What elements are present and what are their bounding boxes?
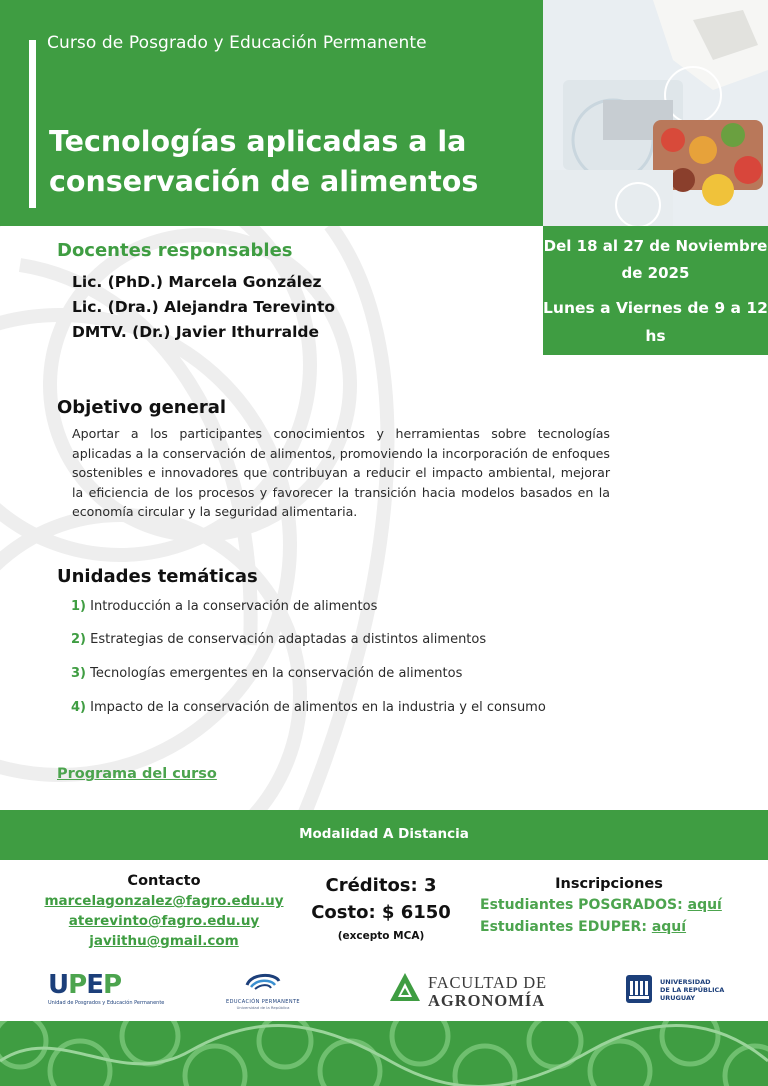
unit-item [71, 599, 377, 614]
footer-pattern [0, 1021, 768, 1086]
ep-title: EDUCACIÓN PERMANENTE [226, 999, 300, 1005]
cost-block [296, 873, 466, 945]
fagro-line2: AGRONOMÍA [428, 991, 546, 1010]
contact-heading: Contacto [127, 873, 201, 889]
date-range: Del 18 al 27 de Noviembre de 2025 [543, 237, 768, 282]
unit-text: Tecnologías emergentes en la conservación de alimentos [90, 666, 463, 681]
unit-number: 2) [71, 632, 86, 647]
enrollment-heading: Inscripciones [555, 876, 663, 892]
upep-wordmark: UPEP [48, 970, 122, 1000]
fagro-logo [388, 971, 547, 1010]
contact-block [40, 872, 288, 951]
units-heading: Unidades temáticas [57, 566, 258, 587]
header-band [0, 0, 543, 226]
unit-text: Introducción a la conservación de alimentos [90, 599, 378, 614]
ep-swirl-icon [241, 971, 285, 993]
credits: Créditos: 3 [325, 875, 437, 896]
teachers-list [72, 270, 335, 345]
fagro-emblem-icon [388, 971, 422, 1005]
unit-text: Impacto de la conservación de alimentos en la industria y el consumo [90, 700, 546, 715]
enrollment-posgrados [480, 894, 740, 916]
udelar-logo [624, 973, 725, 1009]
enrollment-posgrados-link[interactable]: aquí [687, 897, 722, 913]
course-type-label: Curso de Posgrado y Educación Permanente [47, 33, 427, 53]
enrollment-eduper-link[interactable]: aquí [651, 919, 687, 935]
fagro-line1: FACULTAD DE [428, 973, 547, 992]
enrollment-posgrados-label: Estudiantes POSGRADOS: [480, 897, 683, 913]
unit-item [71, 632, 486, 647]
udelar-line3: URUGUAY [660, 994, 696, 1002]
contact-email-link[interactable]: aterevinto@fagro.edu.uy [68, 913, 260, 929]
upep-subtitle: Unidad de Posgrados y Educación Permanente [48, 1000, 165, 1006]
unit-item [71, 666, 462, 681]
program-link[interactable]: Programa del curso [57, 766, 217, 782]
header-photo [543, 0, 768, 226]
teacher-name: Lic. (PhD.) Marcela González [72, 273, 322, 291]
enrollment-eduper [480, 916, 740, 938]
udelar-name [660, 978, 724, 1002]
enrollment-block [480, 874, 740, 938]
unit-item [71, 700, 546, 715]
teacher-name: DMTV. (Dr.) Javier Ithurralde [72, 323, 320, 341]
header-accent-bar [29, 40, 36, 208]
schedule: Lunes a Viernes de 9 a 12 hs [543, 299, 768, 345]
unit-number: 3) [71, 666, 86, 681]
modality-bar: Modalidad A Distancia [0, 810, 768, 860]
ep-subtitle: Universidad de la República [236, 1005, 290, 1010]
upep-logo [48, 971, 164, 1006]
price-note: (excepto MCA) [337, 930, 425, 942]
unit-number: 1) [71, 599, 86, 614]
course-title: Tecnologías aplicadas a la conservación de alimentos [49, 125, 479, 198]
educacion-permanente-logo [224, 971, 302, 1010]
unit-number: 4) [71, 700, 86, 715]
price: Costo: $ 6150 [311, 902, 451, 923]
logos-row [0, 965, 768, 1020]
udelar-emblem-icon [624, 973, 654, 1005]
objective-text: Aportar a los participantes conocimientos y herramientas sobre tecnologías aplicadas a la conservación de alimentos, promoviendo la incorporación de enfoques sostenibles e innovadores que contribuyan a reducir el impacto ambiental, mejorar la eficiencia de los procesos y favorecer la transición hacia modelos basados en la economía circular y la seguridad alimentaria. [72, 426, 610, 519]
unit-text: Estrategias de conservación adaptadas a distintos alimentos [90, 632, 487, 647]
udelar-line1: UNIVERSIDAD [660, 978, 711, 986]
enrollment-eduper-label: Estudiantes EDUPER: [480, 919, 647, 935]
footer-ring-pattern [0, 1021, 768, 1086]
contact-email-link[interactable]: javiithu@gmail.com [89, 933, 239, 949]
teachers-heading: Docentes responsables [57, 240, 293, 261]
contact-email-link[interactable]: marcelagonzalez@fagro.edu.uy [44, 893, 284, 909]
udelar-line2: DE LA REPÚBLICA [660, 986, 725, 994]
objective-heading: Objetivo general [57, 397, 227, 418]
teacher-name: Lic. (Dra.) Alejandra Terevinto [72, 298, 336, 316]
dates-box [543, 226, 768, 355]
